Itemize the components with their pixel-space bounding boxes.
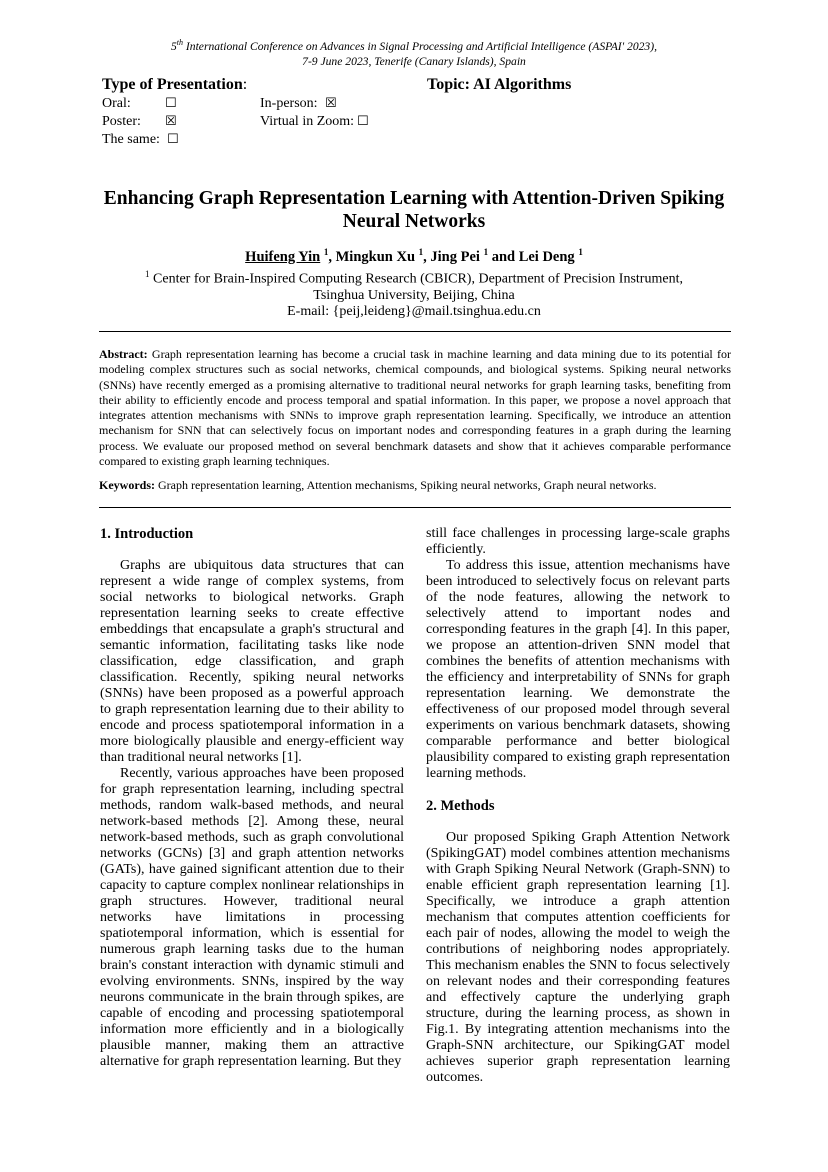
methods-heading: 2. Methods <box>426 798 495 814</box>
keywords <box>99 478 731 493</box>
intro-paragraph-2-continued: still face challenges in processing large-scale graphs efficiently. <box>426 526 730 557</box>
conference-header <box>0 35 828 70</box>
poster-checkbox: ☒ <box>165 114 177 129</box>
keywords-label: Keywords: <box>99 478 155 492</box>
same-row <box>102 131 160 149</box>
abstract <box>99 347 731 469</box>
same-label: The same: <box>102 132 160 147</box>
poster-row <box>102 113 141 131</box>
paper-title <box>0 187 828 233</box>
intro-paragraph-2: Recently, various approaches have been proposed for graph representation learning, including spectral methods, random walk-based methods, and neural network-based methods [2]. Among these, neural network-based methods, such as graph convolutional networks (GCNs) [3] and graph attention networks (GATs), have gained significant attention due to their capacity to capture complex nonlinear relationships in graph structures. However, traditional neural networks have limitations in processing spatiotemporal information, which is essential for numerous graph learning tasks due to the human brain's constant interaction with dynamic stimuli and evolving environments. SNNs, inspired by the way neurons communicate in the brain through spikes, are capable of encoding and processing spatiotemporal information more efficiently and in a biologically plausible manner, making them an attractive alternative for graph representation learning. But they <box>100 766 404 1069</box>
oral-checkbox: ☐ <box>165 96 177 111</box>
top-rule <box>99 331 731 332</box>
author-3: Jing Pei <box>430 248 480 265</box>
left-column <box>100 526 404 1070</box>
abstract-text: Graph representation learning has become a crucial task in machine learning and data mining due to its potential for modeling complex structures such as social networks, chemical compounds, and biological systems. Spiking neural networks (SNNs) have recently emerged as a promising alternative to traditional neural networks for graph learning tasks, benefiting from their ability to efficiently encode and process temporal and spatial information. In this paper, we propose a novel approach that integrates attention mechanisms with SNNs to improve graph representation learning. Specifically, we introduce an attention mechanism for SNN that can selectively focus on important nodes and corresponding features in a graph during the learning process. We evaluate our proposed method on several benchmark datasets and show that it achieves comparable performance compared to existing graph learning techniques. <box>99 347 731 469</box>
oral-row <box>102 95 131 113</box>
oral-label: Oral: <box>102 96 131 111</box>
methods-paragraph-1: Our proposed Spiking Graph Attention Network (SpikingGAT) model combines attention mechanisms with Graph Spiking Neural Network (Graph-SNN) to enable efficient graph representation learning [1]. Specifically, we introduce a graph attention mechanism that computes attention coefficients for each pair of nodes, allowing the model to weigh the contributions of neighboring nodes appropriately. This mechanism enables the SNN to focus selectively on relevant nodes and their corresponding features and effectively capture the underlying graph structure, during the learning process, as shown in Fig.1. By integrating attention mechanisms into the Graph-SNN architecture, our SpikingGAT model achieves superior graph representation learning outcomes. <box>426 830 730 1085</box>
conference-line-1: 5th International Conference on Advances in Signal Processing and Artificial Intelligence (ASPAI' 2023), <box>170 38 657 53</box>
keywords-text: Graph representation learning, Attention mechanisms, Spiking neural networks, Graph neural networks. <box>155 478 657 492</box>
author-1: Huifeng Yin <box>245 248 321 265</box>
inperson-checkbox: ☒ <box>325 96 337 111</box>
inperson-label: In-person: <box>260 96 318 111</box>
conference-line-2: 7-9 June 2023, Tenerife (Canary Islands), Spain <box>302 55 526 69</box>
affiliation-line-2: Tsinghua University, Beijing, China <box>313 287 515 303</box>
topic-label: Topic: AI Algorithms <box>427 76 572 93</box>
title-line-2: Neural Networks <box>342 211 486 232</box>
intro-paragraph-3: To address this issue, attention mechanisms have been introduced to selectively focus on relevant parts of the node features, allowing the network to selectively attend to important nodes and corresponding features in the graph [4]. In this paper, we propose an attention-driven SNN model that combines the benefits of attention mechanisms with the efficiency and interpretability of SNNs for graph representation learning. We demonstrate the effectiveness of our proposed model through several experiments on various benchmark datasets, showing comparable performance and better biological plausibility compared to existing graph representation learning methods. <box>426 558 730 781</box>
presentation-type-heading: Type of Presentation: <box>102 76 248 93</box>
intro-heading: 1. Introduction <box>100 526 194 542</box>
inperson-row <box>260 95 318 113</box>
author-2: Mingkun Xu <box>335 248 416 265</box>
email: E-mail: {peij,leideng}@mail.tsinghua.edu.cn <box>287 303 541 319</box>
same-checkbox: ☐ <box>167 132 179 147</box>
poster-label: Poster: <box>102 114 141 129</box>
affiliation-line-1: $^1$ Center for Brain-Inspired Computing Research (CBICR), Department of Precision Instrument, <box>145 269 683 287</box>
right-column <box>426 526 730 1086</box>
author-list: Huifeng Yin $^1$, Mingkun Xu $^1$, Jing Pei $^1$ and Lei Deng $^1$ <box>245 247 583 265</box>
zoom-label: Virtual in Zoom: <box>260 114 355 129</box>
intro-paragraph-1: Graphs are ubiquitous data structures that can represent a wide range of complex systems, from social networks to biological networks. Graph representation learning seeks to create effective embeddings that encapsulate a graph's structural and semantic information, facilitating tasks like node classification, edge classification, and graph classification. Recently, spiking neural networks (SNNs) have been proposed as a powerful approach to graph representation learning due to their ability to encode and process spatiotemporal information in a more biologically plausible and energy-efficient way than traditional neural networks [1]. <box>100 558 404 765</box>
abstract-label: Abstract: <box>99 347 148 361</box>
zoom-row <box>260 113 354 131</box>
author-4: Lei Deng <box>518 248 575 265</box>
affiliation <box>0 266 828 320</box>
bottom-rule <box>99 507 731 508</box>
title-line-1: Enhancing Graph Representation Learning with Attention-Driven Spiking <box>103 188 725 209</box>
zoom-checkbox: ☐ <box>357 114 369 129</box>
